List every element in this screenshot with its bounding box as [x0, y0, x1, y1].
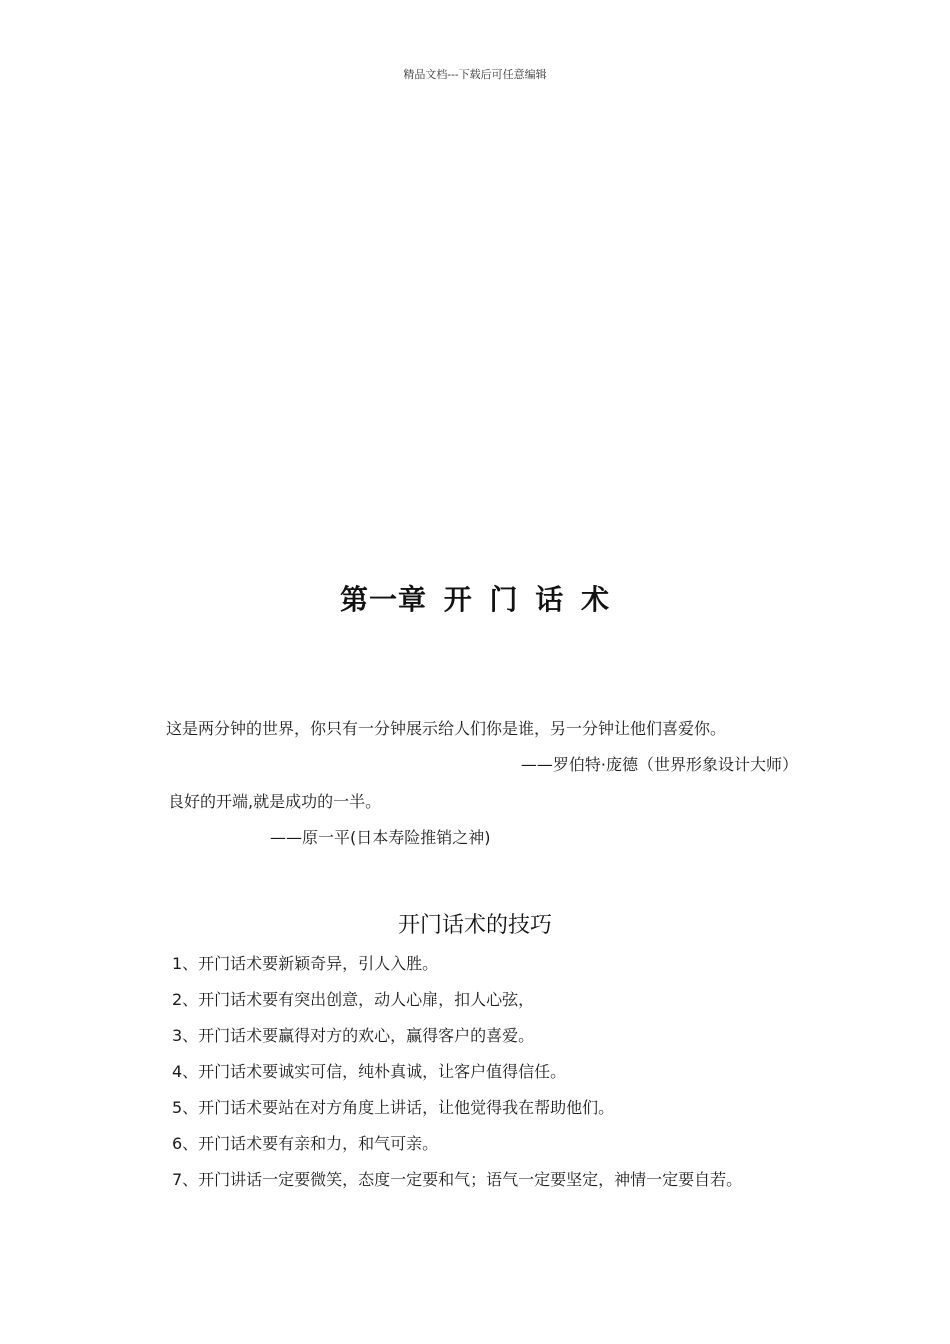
quote-text: 良好的开端,就是成功的一半。: [168, 792, 382, 811]
tip-item: 4、开门话术要诚实可信，纯朴真诚，让客户值得信任。: [172, 1062, 567, 1081]
quote-attribution: ——罗伯特·庞德（世界形象设计大师）: [520, 755, 798, 774]
tip-item: 1、开门话术要新颖奇异，引人入胜。: [172, 954, 439, 973]
header-note: 精品文档---下载后可任意编辑: [403, 68, 547, 81]
chapter-title: 第一章 开 门 话 术: [340, 583, 610, 616]
tips-list: [172, 953, 742, 1205]
tip-item: 3、开门话术要赢得对方的欢心，赢得客户的喜爱。: [172, 1026, 535, 1045]
section-title: 开门话术的技巧: [397, 913, 552, 938]
tip-item: 7、开门讲话一定要微笑，态度一定要和气；语气一定要坚定，神情一定要自若。: [172, 1170, 743, 1189]
tip-item: 6、开门话术要有亲和力，和气可亲。: [172, 1134, 439, 1153]
tip-item: 5、开门话术要站在对方角度上讲话，让他觉得我在帮助他们。: [172, 1098, 615, 1117]
quote-text: 这是两分钟的世界，你只有一分钟展示给人们你是谁，另一分钟让他们喜爱你。: [166, 719, 727, 738]
quote-attribution: ——原一平(日本寿险推销之神): [270, 828, 491, 847]
tip-item: 2、开门话术要有突出创意，动人心扉，扣人心弦，: [172, 990, 535, 1009]
